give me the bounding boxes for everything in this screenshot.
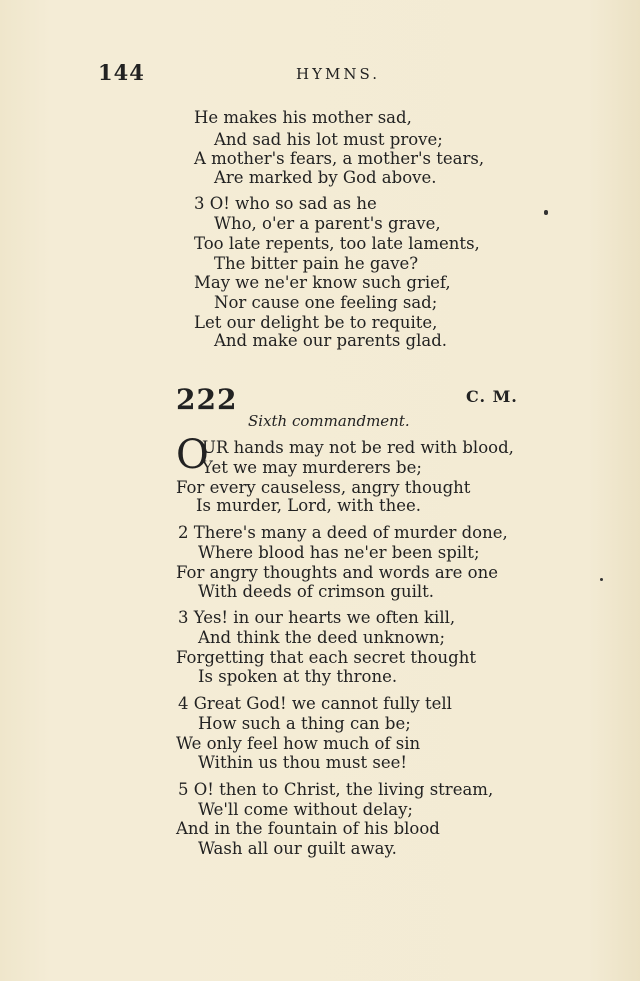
verse-line: 3 O! who so sad as he (194, 194, 377, 213)
verse-line: And think the deed unknown; (198, 628, 446, 647)
verse-line: We'll come without delay; (198, 800, 413, 819)
verse-line: The bitter pain he gave? (214, 254, 419, 273)
verse-line: 5 O! then to Christ, the living stream, (178, 780, 494, 799)
verse-line: Wash all our guilt away. (198, 839, 397, 858)
running-head: HYMNS. (296, 65, 380, 83)
verse-line: 3 Yes! in our hearts we often kill, (178, 608, 456, 627)
verse-line: Too late repents, too late laments, (194, 234, 480, 253)
verse-line: 4 Great God! we cannot fully tell (178, 694, 452, 713)
verse-line: And make our parents glad. (214, 331, 448, 350)
page-header (98, 60, 518, 90)
verse-line: Who, o'er a parent's grave, (214, 214, 441, 233)
verse-line: We only feel how much of sin (176, 734, 421, 753)
hymn-number: 222 (176, 383, 238, 416)
verse-line: A mother's fears, a mother's tears, (194, 149, 485, 168)
hymn-meter: C. M. (466, 387, 518, 406)
verse-line: Is spoken at thy throne. (198, 667, 398, 686)
verse-line: And sad his lot must prove; (214, 130, 443, 149)
verse-line: Yet we may murderers be; (202, 458, 422, 477)
verse-line: Where blood has ne'er been spilt; (198, 543, 480, 562)
verse-line: Are marked by God above. (214, 168, 437, 187)
page-number: 144 (98, 60, 145, 85)
hymn-subtitle: Sixth commandment. (248, 412, 410, 430)
verse-line: For angry thoughts and words are one (176, 563, 498, 582)
verse-line: Forgetting that each secret thought (176, 648, 476, 667)
verse-line: May we ne'er know such grief, (194, 273, 451, 292)
drop-cap: O (176, 432, 209, 478)
verse-line: Is murder, Lord, with thee. (196, 496, 422, 515)
ink-speck (600, 578, 603, 581)
verse-line: UR hands may not be red with blood, (202, 438, 514, 457)
verse-line: For every causeless, angry thought (176, 478, 471, 497)
verse-line: How such a thing can be; (198, 714, 411, 733)
ink-speck (544, 210, 548, 215)
verse-line: And in the fountain of his blood (176, 819, 440, 838)
verse-line: With deeds of crimson guilt. (198, 582, 435, 601)
verse-line: Within us thou must see! (198, 753, 407, 772)
verse-line: He makes his mother sad, (194, 108, 412, 127)
verse-line: Nor cause one feeling sad; (214, 293, 438, 312)
verse-line: Let our delight be to requite, (194, 313, 438, 332)
verse-line: 2 There's many a deed of murder done, (178, 523, 508, 542)
